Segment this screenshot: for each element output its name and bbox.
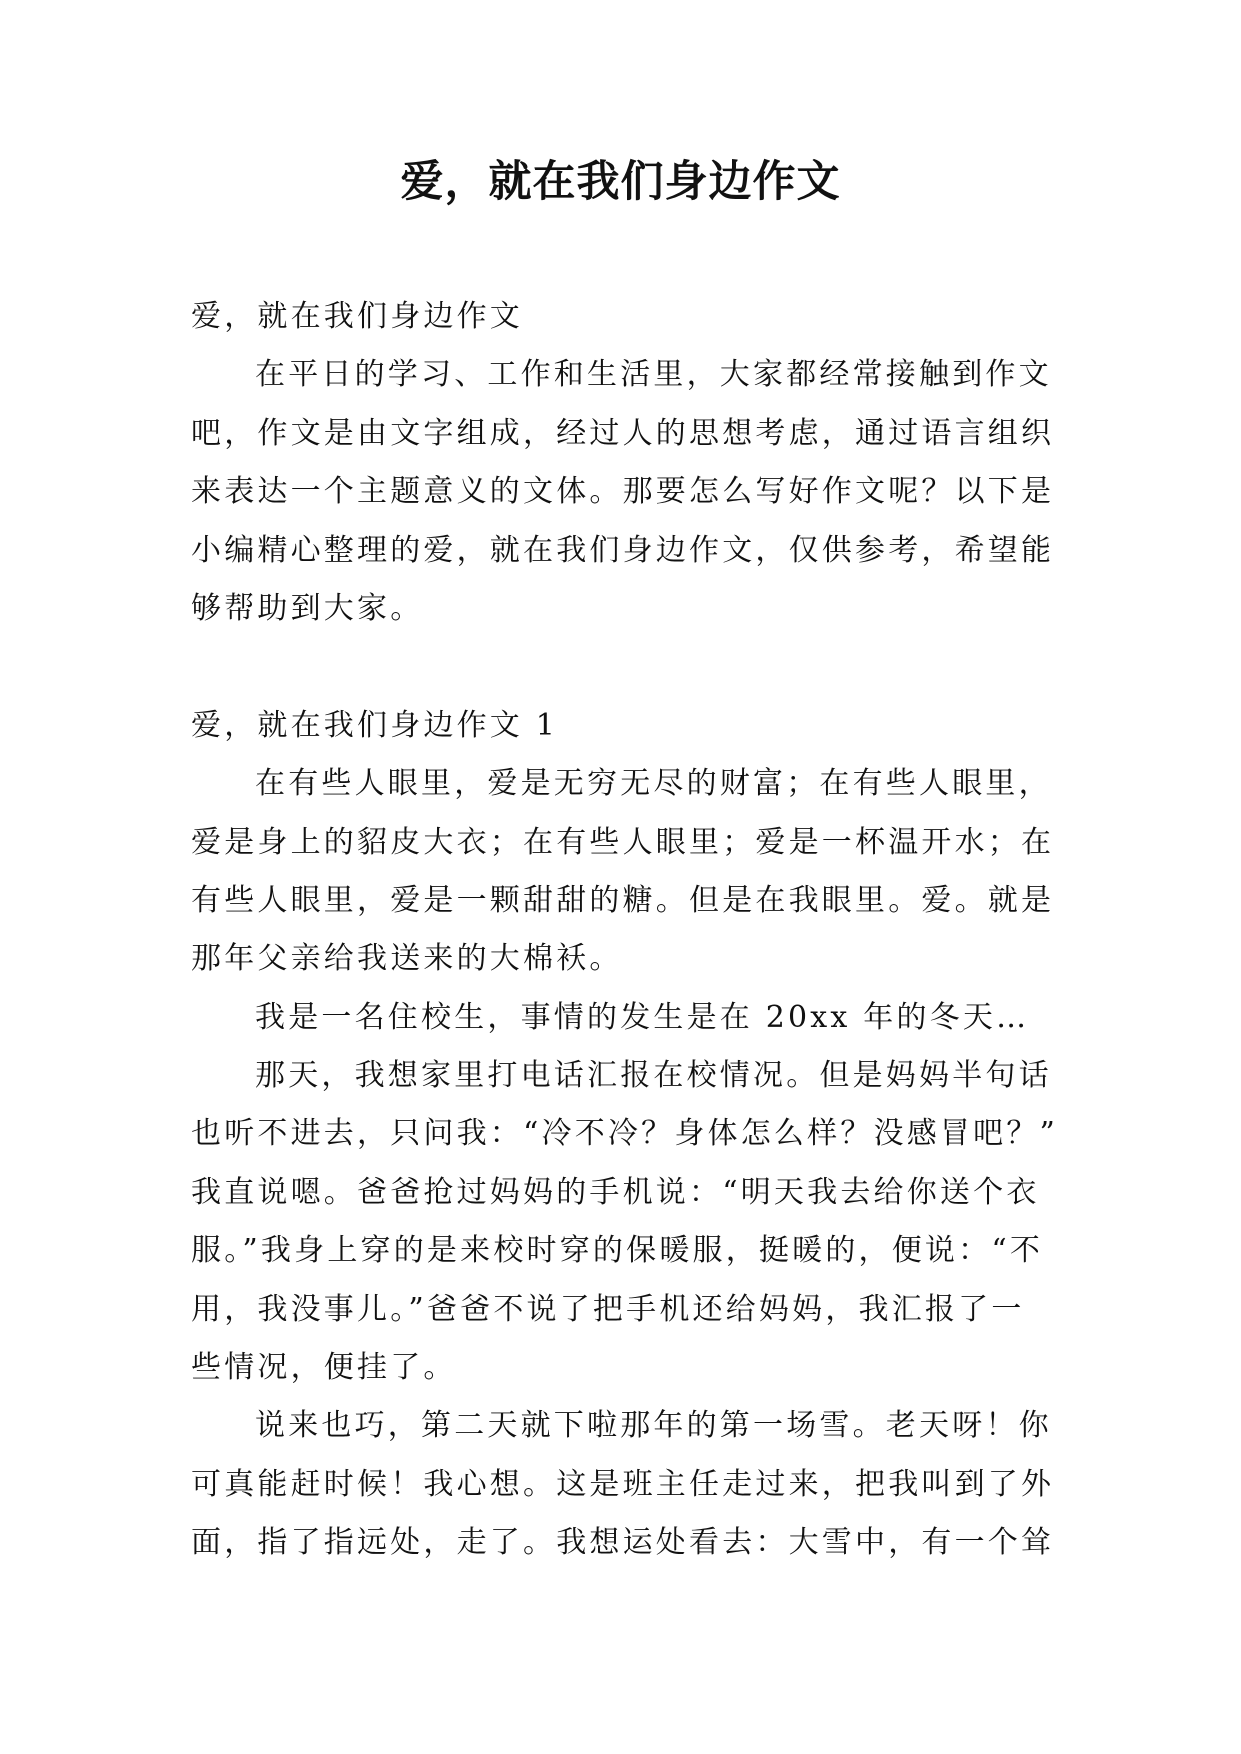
text-line: 在平日的学习、工作和生活里，大家都经常接触到作文 (255, 357, 1052, 393)
text-line: 也听不进去，只问我：“冷不冷？身体怎么样？没感冒吧？” (191, 1116, 1059, 1152)
text-line: 爱，就在我们身边作文 1 (191, 707, 559, 743)
document-body (191, 288, 1059, 1573)
paragraph-gap (191, 638, 1051, 696)
text-line: 我是一名住校生，事情的发生是在 20xx 年的冬天… (255, 999, 1030, 1035)
text-line: 些情况，便挂了。 (191, 1350, 457, 1386)
text-line: 够帮助到大家。 (191, 590, 424, 626)
text-line: 在有些人眼里，爱是无穷无尽的财富；在有些人眼里， (255, 766, 1052, 802)
text-line: 爱，就在我们身边作文 (191, 299, 523, 334)
text-line: 那年父亲给我送来的大棉袄。 (191, 941, 623, 977)
text-line: 服。”我身上穿的是来校时穿的保暖服，挺暖的，便说：“不 (191, 1233, 1044, 1269)
text-line: 我直说嗯。爸爸抢过妈妈的手机说：“明天我去给你送个衣 (191, 1174, 1040, 1210)
text-line: 来表达一个主题意义的文体。那要怎么写好作文呢？以下是 (191, 474, 1055, 510)
text-line: 面，指了指远处，走了。我想运处看去：大雪中，有一个耸 (191, 1525, 1055, 1561)
text-line: 有些人眼里，爱是一颗甜甜的糖。但是在我眼里。爱。就是 (191, 882, 1055, 918)
text-line: 吧，作文是由文字组成，经过人的思想考虑，通过语言组织 (191, 415, 1055, 451)
text-line: 说来也巧，第二天就下啦那年的第一场雪。老天呀！你 (255, 1408, 1052, 1444)
text-line: 可真能赶时候！我心想。这是班主任走过来，把我叫到了外 (191, 1466, 1055, 1502)
text-line: 用，我没事儿。”爸爸不说了把手机还给妈妈，我汇报了一 (191, 1291, 1025, 1327)
text-line: 爱是身上的貂皮大衣；在有些人眼里；爱是一杯温开水；在 (191, 824, 1055, 860)
text-line: 小编精心整理的爱，就在我们身边作文，仅供参考，希望能 (191, 532, 1055, 568)
document-title: 爱，就在我们身边作文 (400, 157, 841, 207)
text-line: 那天，我想家里打电话汇报在校情况。但是妈妈半句话 (255, 1058, 1052, 1094)
